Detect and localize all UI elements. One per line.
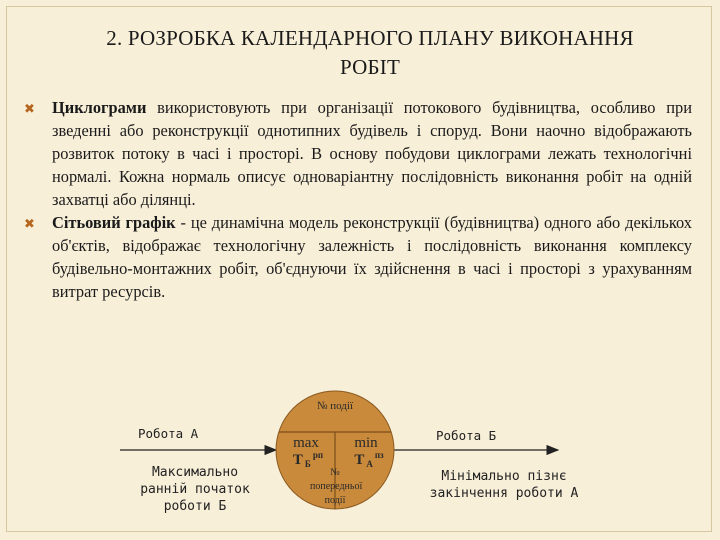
title-line-1: 2. РОЗРОБКА КАЛЕНДАРНОГО ПЛАНУ ВИКОНАННЯ bbox=[106, 26, 634, 50]
work-a-label: Робота А bbox=[138, 426, 199, 441]
ta-late-finish: Т $_А^{пз}$ bbox=[354, 450, 384, 469]
bullet-text: використовують при організації потокового будівництва, особливо при зведенні або реконструкції однотипних будівель і споруд. Вони наочно відображають розвиток потоку в часі і просторі. В основу побудови циклограми лежать технологічні нормалі. Кожна нормаль описує одноваріантну послідовність виконання робіт на одній захватці або ділянці. bbox=[52, 98, 692, 209]
bullet-term: Циклограми bbox=[52, 98, 147, 117]
event-number-label: № події bbox=[316, 400, 354, 412]
prev-event-label: № попередньої події bbox=[310, 467, 363, 506]
title-line-2: РОБІТ bbox=[340, 55, 400, 79]
network-event-diagram bbox=[0, 380, 720, 540]
slide-title bbox=[60, 24, 680, 82]
bullet-list bbox=[24, 96, 692, 303]
left-caption: Максимально ранній початок роботи Б bbox=[140, 465, 250, 514]
cross-bullet-icon: ✖ bbox=[24, 101, 35, 116]
cross-bullet-icon: ✖ bbox=[24, 216, 35, 231]
right-caption: Мінімально пізнє закінчення роботи А bbox=[429, 469, 579, 501]
bullet-item-cyclograms bbox=[24, 96, 692, 211]
bullet-text: - це динамічна модель реконструкції (будівництва) одного або декількох об'єктів, відображає технологічну залежність і послідовність виконання комплексу будівельно-монтажних робіт, об'єднуючи їх здійснення в часі і просторі з урахуванням витрат ресурсів. bbox=[52, 213, 693, 301]
max-label: max bbox=[293, 435, 319, 451]
tb-early-start: Т $_Б^{рп}$ bbox=[292, 450, 324, 469]
work-b-label: Робота Б bbox=[436, 428, 497, 443]
bullet-item-network-graph bbox=[24, 211, 692, 303]
bullet-term: Сітьовий графік bbox=[52, 213, 176, 232]
min-label: min bbox=[354, 435, 378, 451]
